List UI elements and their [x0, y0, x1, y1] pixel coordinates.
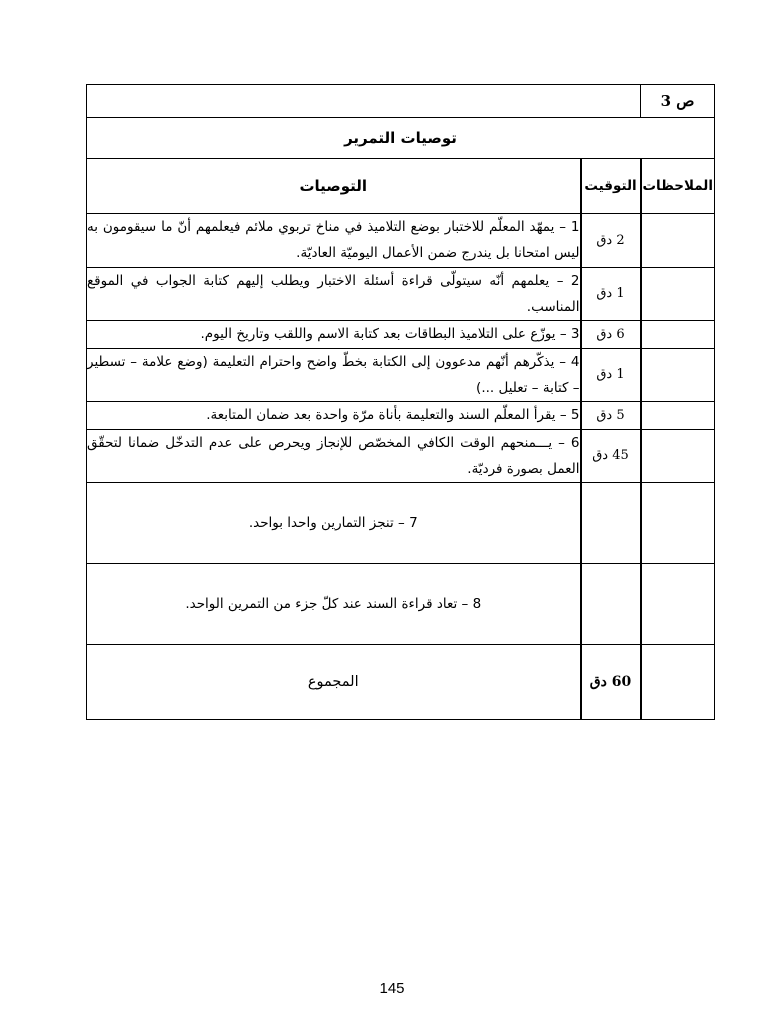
cell-timing: 2 دق [581, 214, 641, 268]
cell-notes [641, 348, 715, 402]
cell-recommendation: 1 – يمهّد المعلّم للاختبار بوضع التلاميذ في مناخ تربوي ملائم فيعلمهم أنّ ما سيقومون به ليس امتحانا بل يندرج ضمن الأعمال اليوميّة العاديّة. [87, 214, 581, 268]
cell-notes [641, 429, 715, 483]
cell-recommendation: 2 – يعلمهم أنّه سيتولّى قراءة أسئلة الاختبار ويطلب إليهم كتابة الجواب في الموقع المناسب. [87, 267, 581, 321]
cell-timing: 45 دق [581, 429, 641, 483]
cell-timing: 6 دق [581, 321, 641, 348]
cell-timing [581, 483, 641, 564]
cell-recommendation: 7 – تنجز التمارين واحدا بواحد. [87, 483, 581, 564]
report-recommendations-table [86, 84, 715, 720]
cell-notes [641, 483, 715, 564]
cell-notes [641, 402, 715, 429]
cell-timing-total: 60 دق [581, 645, 641, 720]
cell-total-label: المجموع [87, 645, 581, 720]
table-title: توصيات التمرير [87, 118, 715, 159]
cell-recommendation: 6 – يـــمنحهم الوقت الكافي المخصّص للإنجاز ويحرص على عدم التدخّل ضمانا لتحقّق العمل بصورة فرديّة. [87, 429, 581, 483]
cell-notes [641, 267, 715, 321]
page-header-blank-cell [87, 85, 641, 118]
cell-notes [641, 564, 715, 645]
cell-recommendation: 5 – يقرأ المعلّم السند والتعليمة بأناة مرّة واحدة بعد ضمان المتابعة. [87, 402, 581, 429]
page-label-cell: ص 3 [641, 85, 715, 118]
table-row [87, 483, 715, 564]
faint-watermark-artifact [78, 946, 88, 956]
table-row [87, 429, 715, 483]
cell-timing [581, 564, 641, 645]
cell-notes [641, 321, 715, 348]
column-header-notes: الملاحظات [641, 159, 715, 214]
table-row-total [87, 645, 715, 720]
column-header-recommendations: التوصيات [87, 159, 581, 214]
table-row [87, 267, 715, 321]
table-row-column-headers [87, 159, 715, 214]
cell-notes [641, 214, 715, 268]
cell-recommendation: 8 – تعاد قراءة السند عند كلّ جزء من التمرين الواحد. [87, 564, 581, 645]
cell-notes-total [641, 645, 715, 720]
table-row-title [87, 118, 715, 159]
table-row [87, 564, 715, 645]
cell-recommendation: 4 – يذكّرهم أنّهم مدعوون إلى الكتابة بخطّ واضح واحترام التعليمة (وضع علامة – تسطير – كتابة – تعليل ...) [87, 348, 581, 402]
table-row [87, 321, 715, 348]
column-header-timing: التوقيت [581, 159, 641, 214]
table-row [87, 214, 715, 268]
cell-timing: 5 دق [581, 402, 641, 429]
cell-recommendation: 3 – يوزّع على التلاميذ البطاقات بعد كتابة الاسم واللقب وتاريخ اليوم. [87, 321, 581, 348]
table-row [87, 402, 715, 429]
table-row-page-header [87, 85, 715, 118]
cell-timing: 1 دق [581, 348, 641, 402]
cell-timing: 1 دق [581, 267, 641, 321]
page-number: 145 [379, 980, 405, 997]
table-row [87, 348, 715, 402]
